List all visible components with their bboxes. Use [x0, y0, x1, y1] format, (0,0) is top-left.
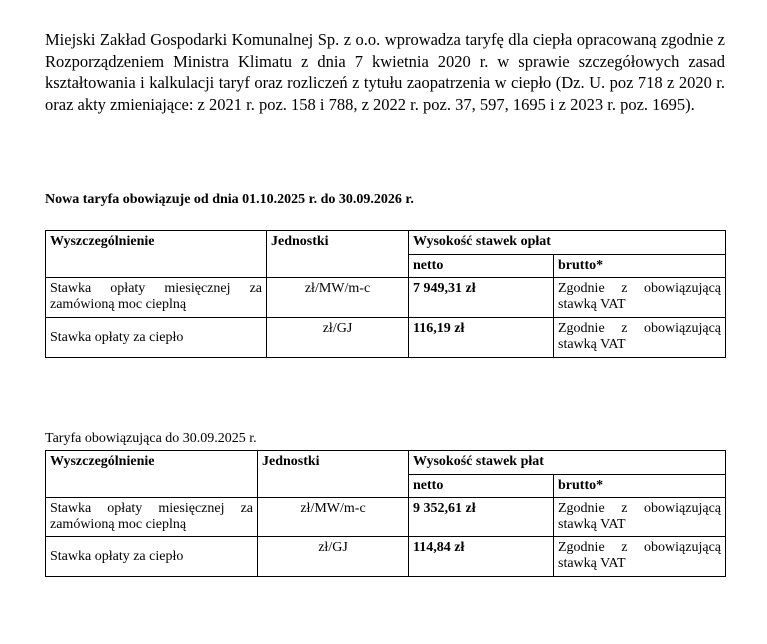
row-unit: zł/GJ: [258, 537, 409, 577]
header-rates: Wysokość stawek opłat: [409, 231, 726, 255]
header-unit: Jednostki: [267, 231, 409, 278]
row-item-line2: zamówioną moc cieplną: [50, 517, 187, 532]
row-gross-line2: stawką VAT: [558, 297, 626, 312]
header-gross: brutto*: [554, 475, 726, 498]
header-net: netto: [409, 475, 554, 498]
table-row: [46, 537, 726, 577]
row-item-line1: Stawka opłaty miesięcznej za: [50, 281, 262, 296]
row-gross: [554, 318, 726, 358]
row-gross: [554, 498, 726, 537]
new-tariff-table: [45, 230, 726, 358]
row-unit: zł/MW/m-c: [258, 498, 409, 537]
header-item: Wyszczególnienie: [46, 231, 267, 278]
row-gross: [554, 278, 726, 318]
header-item: Wyszczególnienie: [46, 451, 258, 498]
row-item: [46, 498, 258, 537]
table-row: [46, 278, 726, 318]
header-unit: Jednostki: [258, 451, 409, 498]
row-unit: zł/MW/m-c: [267, 278, 409, 318]
table-row: [46, 498, 726, 537]
row-net: 114,84 zł: [409, 537, 554, 577]
row-gross-line1: Zgodnie z obowiązującą: [558, 321, 721, 336]
row-gross-line1: Zgodnie z obowiązującą: [558, 501, 721, 516]
row-gross-line2: stawką VAT: [558, 556, 626, 571]
row-item: Stawka opłaty za ciepło: [46, 537, 258, 577]
row-net: 116,19 zł: [409, 318, 554, 358]
row-gross-line1: Zgodnie z obowiązującą: [558, 540, 721, 555]
old-tariff-table: [45, 450, 726, 577]
row-gross: [554, 537, 726, 577]
new-tariff-heading: Nowa taryfa obowiązuje od dnia 01.10.2025 r. do 30.09.2026 r.: [45, 192, 414, 207]
row-item: [46, 278, 267, 318]
header-gross: brutto*: [554, 255, 726, 278]
row-gross-line2: stawką VAT: [558, 517, 626, 532]
header-rates: Wysokość stawek płat: [409, 451, 726, 475]
intro-paragraph: Miejski Zakład Gospodarki Komunalnej Sp. z o.o. wprowadza taryfę dla ciepła opracowaną zgodnie z Rozporządzeniem Ministra Klimatu z dnia 7 kwietnia 2020 r. w sprawie szczegółowych zasad kształtowania i kalkulacji taryf oraz rozliczeń z tytułu zaopatrzenia w ciepło (Dz. U. poz 718 z 2020 r. oraz akty zmieniające: z 2021 r. poz. 158 i 788, z 2022 r. poz. 37, 597, 1695 i z 2023 r. poz. 1695).: [45, 30, 725, 114]
table-row: [46, 318, 726, 358]
row-gross-line1: Zgodnie z obowiązującą: [558, 281, 721, 296]
row-item-line1: Stawka opłaty miesięcznej za: [50, 501, 253, 516]
table-header-row: [46, 231, 726, 255]
row-net: 7 949,31 zł: [409, 278, 554, 318]
row-unit: zł/GJ: [267, 318, 409, 358]
table-header-row: [46, 451, 726, 475]
row-net: 9 352,61 zł: [409, 498, 554, 537]
row-item-line2: zamówioną moc cieplną: [50, 297, 187, 312]
header-net: netto: [409, 255, 554, 278]
old-tariff-heading: Taryfa obowiązująca do 30.09.2025 r.: [45, 431, 257, 446]
row-gross-line2: stawką VAT: [558, 337, 626, 352]
row-item: Stawka opłaty za ciepło: [46, 318, 267, 358]
